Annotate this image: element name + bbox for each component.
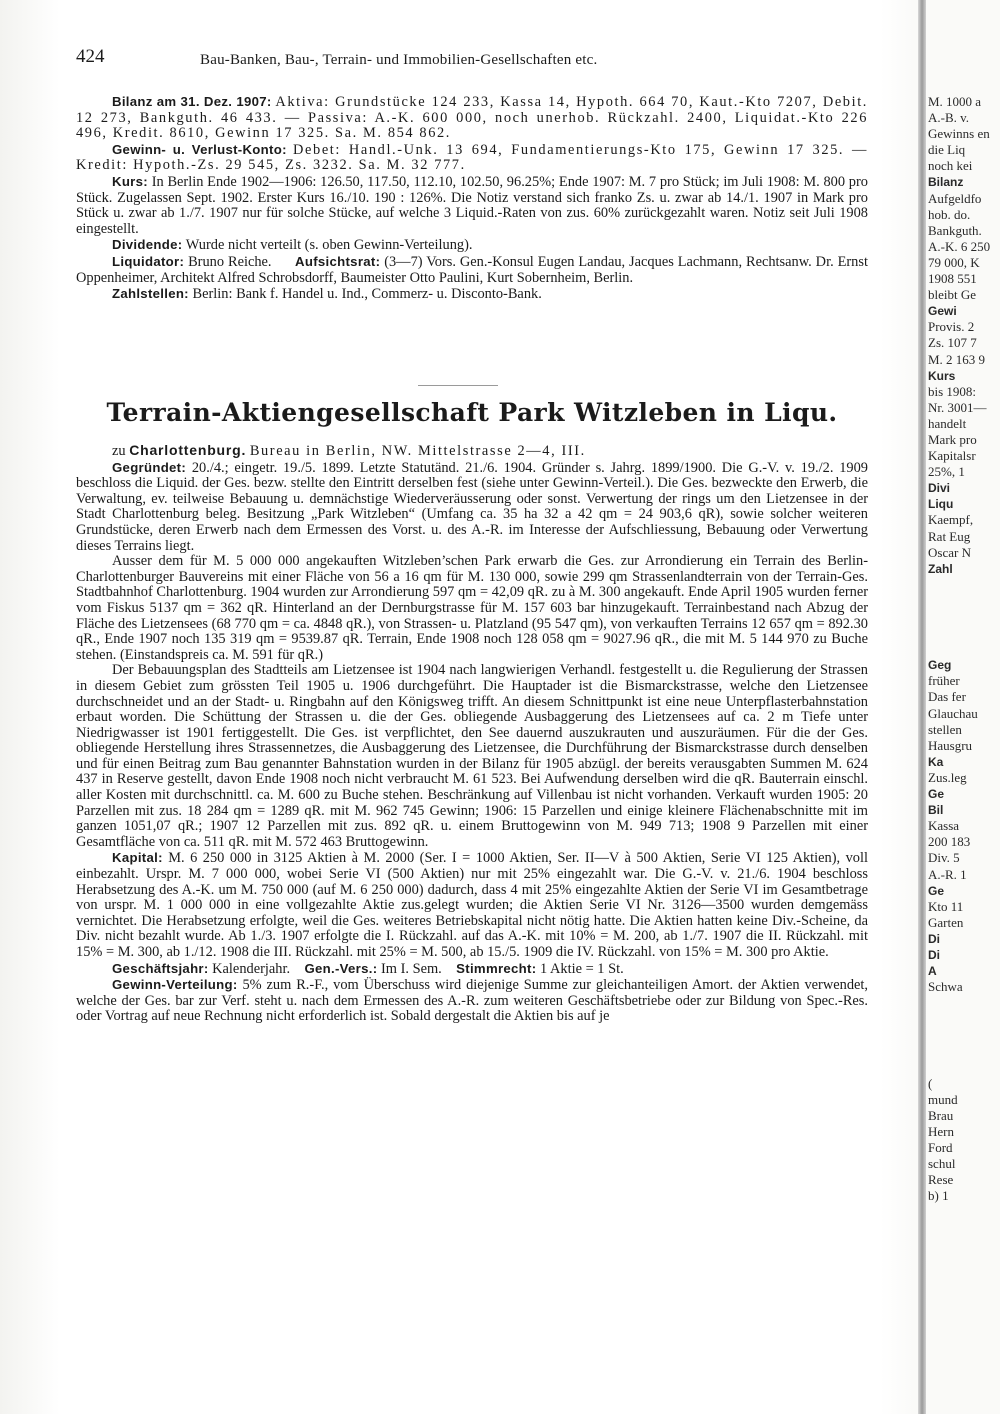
adjacent-page-line: die Liq (928, 142, 966, 158)
stimmrecht-label: Stimmrecht: (456, 960, 537, 976)
adjacent-page-line (928, 577, 1000, 593)
adjacent-page-line: M. 2 163 9 (928, 351, 986, 367)
adjacent-page-line: Kaempf, (928, 512, 974, 528)
ausser-paragraph: Ausser dem für M. 5 000 000 angekauften Witzleben’schen Park erwarb die Ges. zur Arrondierung ein Terrain des Berlin-Charlottenburger Bauvereins mit einer Fläche von 56 a 16 qm für M. 130 000, sowie 299 qm Strassenlandterrain von der Terrain-Ges. Stadtbahnhof Charlottenburg. 1904 wurden zur Arrondierung 597 qm = 42,09 qR. zu à M. 300 angekauft. Ende April 1905 wurden ferner vom Fiskus 5137 qm = 362 qR. Hinterland an der Dernburgstrasse für M. 157 603 bar hinzugekauft. Terrainbestand nach Abzug der Fläche des Lietzensees (68 770 qm = ca. 4848 qR.), von Strassen- u. Platzland (95 547 qm), von verkauften Terrains 12 657 qm = 892.30 qR., Ende 1907 noch 135 319 qm = 9539.87 qR. Terrain, Ende 1908 noch 128 058 qm = 9027.96 qR., die mit M. 5 144 970 zu Buche stehen. (Einstandspreis ca. M. 591 für qR.) (76, 553, 868, 663)
adjacent-page-line: Kassa (928, 818, 960, 834)
zahlstellen-text: Berlin: Bank f. Handel u. Ind., Commerz- u. Disconto-Bank. (192, 286, 542, 303)
adjacent-page-line: 200 183 (928, 834, 971, 850)
geschaeftsjahr-text: Kalenderjahr. (212, 960, 291, 977)
bebauung-paragraph: Der Bebauungsplan des Stadtteils am Lietzensee ist 1904 nach langwierigen Verhandl. festgestellt u. die Regulierung der Strassen in diesem Gebiet zum grössten Teil 1905 u. 1906 durchgeführt. Die Hauptader ist die Bismarckstrasse, welche den Lietzensee durchschneidet und an der Stadt- u. Ringbahn auf den Königsweg trifft. An diesem Schnittpunkt ist eine neue Unterpflasterbahnstation erbaut worden. Die Schüttung der Strassen u. die der Ges. obliegende Ausbaggerung des Lietzensees auf ca. 2 m Tiefe unter Niedrigwasser ist 1901 fertiggestellt. Die Ges. ist verpflichtet, den See dauernd auszukrauten und auszuräumen. Für die der Ges. obliegende Herstellung ihres Strassennetzes, die Ausbaggerung des Lietzensee, die Durchführung der Bismarckstrasse durch denselben und für einen Beitrag zum Bau genannter Bahnstation wurden in der Bilanz für 1905 abzügl. der bereits verausgabten Summen M. 624 437 in Reserve gestellt, davon Ende 1908 noch nicht verbraucht M. 61 523. Bei Aufwendung derselben wird die qR. Bauterrain einschl. aller Kosten mit durchschnittl. ca. M. 600 zu Buche stehen. Beschränkung auf Villenbau ist nicht vorhanden. Verkauft wurden 1905: 20 Parzellen mit zus. 18 284 qm = 1289 qR. mit M. 962 745 Gewinn; 1906: 15 Parzellen und einige kleinere Flächenabschnitte mit im ganzen 1051,07 qR.; 1907 12 Parzellen mit zus. 892 qR. u. einem Bruttogewinn von M. 949 713; 1908 9 Parzellen mit einer Gesamtfläche von ca. 511 qR. mit M. 572 463 Bruttogewinn. (76, 662, 868, 850)
adjacent-page-line: Garten (928, 914, 964, 930)
kapital-paragraph (76, 850, 868, 960)
adjacent-page-line: Ford (928, 1140, 953, 1156)
guv-text: Debet: Handl.-Unk. 13 694, Fundamentierungs-Kto 175, Gewinn 17 325. — Kredit: Hypoth.-Zs. 29 545, Zs. 3232. Sa. M. 32 777. (76, 141, 868, 174)
adjacent-page-line: 25%, 1 (928, 464, 965, 480)
adjacent-page-line: Hausgru (928, 737, 973, 753)
adjacent-page-line: Kurs (928, 368, 956, 383)
adjacent-page-line: stellen (928, 721, 962, 737)
meta-paragraph (76, 961, 868, 978)
adjacent-page-line: Ge (928, 883, 945, 898)
adjacent-page-line: Aufgeldfo (928, 190, 982, 206)
adjacent-page-line: Zus.leg (928, 769, 967, 785)
adjacent-page-line: Nr. 3001— (928, 399, 987, 415)
adjacent-page-line: Div. 5 (928, 850, 960, 866)
adjacent-page-line: Zs. 107 7 (928, 335, 977, 351)
subtitle-prefix: zu (112, 443, 126, 459)
adjacent-page-line: Oscar N (928, 544, 971, 560)
gegruendet-text: 20./4.; eingetr. 19./5. 1899. Letzte Statutänd. 21./6. 1904. Gründer s. Jahrg. 1899/1900. Die G.-V. v. 19./2. 1909 beschloss die Liquid. der Ges. bezw. stellte den Eintritt derselben fest (siehe unter Gewinn-Verteil.). Die Ges. bezweckte den Erwerb, die Verwaltung, ev. teilweise Bebauung u. demnächstige Wiederveräusserung oder sonst. Verwertung der rings um den Lietzensee in der Stadt Charlottenburg beleg. Besitzung „Park Witzleben“ (Umfang ca. 35 ha 32 a 42 qm = 24 903,6 qR), sowie solcher weiteren Grundstücke, deren Erwerb nach dem Ermessen des Vorst. u. des A.-R. im Interesse der Aufschliessung, Bebauung oder Verwertung dieses Terrains liegt. (76, 459, 868, 554)
adjacent-page-line: A.-R. 1 (928, 866, 967, 882)
adjacent-page-line: Bilanz (928, 175, 964, 190)
adjacent-page-line: A.-K. 6 250 (928, 238, 991, 254)
kapital-text: M. 6 250 000 in 3125 Aktien à M. 2000 (Ser. I = 1000 Aktien, Ser. II—V à 500 Aktien, Serie VI 125 Aktien), voll einbezahlt. Urspr. M. 7 000 000, wobei Serie VI (500 Aktien) nur mit 25% eingezahlt war. Die G.-V. v. 21./6. 1904 beschloss Herabsetzung des A.-K. um M. 750 000 (auf M. 6 250 000) dadurch, dass 4 mit 25% eingezahlte Aktien der Serie VI im Gesamtbetrage von urspr. M. 1 000 000 in eine vollgezahlte Aktie zus.gelegt wurden; die Aktien Serie VI Nr. 3126—3500 wurden demgemäss vernichtet. Die Herabsetzung erfolgte, weil die Ges. weiteres Betriebskapital nicht nötig hatte. Die Aktien hatten keine Div.-Scheine, da Div. nicht bezahlt wurde. Ab 1./3. 1907 erfolgte die I. Rückzahl. auf das A.-K. mit 10% = M. 200, ab 1./7. 1907 die II. Rückzahl. mit 15% = M. 300, ab 1./12. 1908 die III. Rückzahl. mit 25% = M. 500, ab 15./5. 1909 die IV. Rückzahl. von 15% = M. 300 pro Aktie. (76, 850, 868, 960)
adjacent-page-line: Geg (928, 658, 952, 673)
zahlstellen-label: Zahlstellen: (112, 286, 189, 302)
previous-company-section (76, 94, 868, 303)
liquidator-label: Liquidator: (112, 253, 185, 269)
adjacent-page-line: M. 1000 a (928, 94, 982, 109)
adjacent-page-line: ( (928, 1075, 933, 1091)
adjacent-page-line: Ge (928, 787, 945, 802)
aufsichtsrat-text: (3—7) Vors. Gen.-Konsul Eugen Landau, Jacques Lachmann, Rechtsanw. Dr. Ernst Oppenheimer, Architekt Alfred Schrobsdorff, Baumeister Otto Paulini, Kurt Sobernheim, Berlin. (76, 253, 868, 286)
gen-vers-label: Gen.-Vers.: (304, 960, 378, 976)
kurs-label: Kurs: (112, 173, 148, 189)
adjacent-page-line: Rese (928, 1172, 954, 1188)
adjacent-page-line: Zahl (928, 561, 953, 576)
adjacent-page-line: Divi (928, 481, 951, 496)
dividende-paragraph (76, 237, 868, 254)
gewinn-verteilung-paragraph (76, 977, 868, 1025)
adjacent-page-fragment (928, 94, 1000, 1404)
adjacent-page-line (928, 1011, 1000, 1027)
adjacent-page-line: früher (928, 673, 960, 689)
adjacent-page-line: Provis. 2 (928, 319, 975, 335)
kapital-label: Kapital: (112, 850, 163, 866)
adjacent-page-line: mund (928, 1091, 958, 1107)
adjacent-page-line (928, 625, 1000, 641)
book-gutter (918, 0, 926, 1414)
section-divider (418, 385, 498, 386)
bilanz-paragraph (76, 94, 868, 142)
adjacent-page-line: Schwa (928, 979, 963, 995)
adjacent-page-line: Mark pro (928, 431, 977, 447)
adjacent-page-line: 79 000, K (928, 254, 980, 270)
geschaeftsjahr-label: Geschäftsjahr: (112, 960, 209, 976)
adjacent-page-line: Brau (928, 1107, 954, 1123)
adjacent-page-line (928, 609, 1000, 625)
running-head: Bau-Banken, Bau-, Terrain- und Immobilien-Gesellschaften etc. (200, 52, 598, 68)
gen-vers-text: Im I. Sem. (381, 960, 442, 977)
adjacent-page-line: Liqu (928, 497, 954, 512)
adjacent-page-line: Glauchau (928, 705, 978, 721)
adjacent-page-line: Kapitalsr (928, 448, 976, 464)
page-number: 424 (76, 46, 105, 67)
zahlstellen-paragraph (76, 286, 868, 303)
adjacent-page-line (928, 1027, 1000, 1043)
company-subtitle (76, 443, 868, 460)
guv-label: Gewinn- u. Verlust-Konto: (112, 141, 287, 157)
kurs-text: In Berlin Ende 1902—1906: 126.50, 117.50, 112.10, 102.50, 96.25%; Ende 1907: M. 7 pro Stück; im Juli 1908: M. 800 pro Stück. Zugelassen Sept. 1902. Erster Kurs 16./10. 190 : 126%. Die Notiz verstand sich franko Zs. u. zwar ab 14./1. 1907 in Mark pro Stück u. zwar ab 1./7. 1907 nur für solche Stücke, auf welche 3 Liquid.-Raten von zus. 60% zurückgezahlt waren. Notiz seit Juli 1908 eingestellt. (76, 173, 868, 237)
company-section (76, 443, 868, 1025)
adjacent-page-line: Di (928, 931, 940, 946)
adjacent-page-line: 1908 551 (928, 271, 977, 287)
adjacent-page-line (928, 1044, 1000, 1060)
liquidator-paragraph (76, 254, 868, 286)
adjacent-page-line: A.-B. v. (928, 110, 970, 126)
adjacent-page-line: Kto 11 (928, 898, 964, 914)
aufsichtsrat-label: Aufsichtsrat: (295, 253, 381, 269)
gegruendet-label: Gegründet: (112, 459, 187, 475)
stimmrecht-text: 1 Aktie = 1 St. (540, 960, 624, 977)
adjacent-page-line: handelt (928, 415, 967, 431)
adjacent-page-line: noch kei (928, 158, 973, 174)
adjacent-page-line: Hern (928, 1124, 954, 1139)
adjacent-page-line: Di (928, 947, 940, 962)
adjacent-page-line: bis 1908: (928, 383, 977, 399)
kurs-paragraph (76, 174, 868, 237)
dividende-label: Dividende: (112, 237, 183, 253)
adjacent-page-line: hob. do. (928, 206, 971, 222)
adjacent-page-line (928, 593, 1000, 609)
guv-paragraph (76, 142, 868, 174)
gewinn-verteilung-text: 5% zum R.-F., vom Überschuss wird diejenige Summe zur gleichanteiligen Amort. der Aktien verwendet, welche der Ges. bar zur Verf. steht u. nach dem Ermessen des A.-R. zum weiteren Geschäftsbetriebe oder zur Bildung von Spec.-Res. oder Vortrag auf neue Rechnung nicht erforderlich ist. Sobald dergestalt die Aktien bis auf je (76, 977, 868, 1025)
adjacent-page-line: A (928, 964, 937, 979)
subtitle-city: Charlottenburg. (129, 442, 247, 458)
adjacent-page-line (928, 995, 1000, 1011)
gewinn-verteilung-label: Gewinn-Verteilung: (112, 977, 238, 993)
dividende-text: Wurde nicht verteilt (s. oben Gewinn-Verteilung). (185, 237, 473, 254)
adjacent-page-line: bleibt Ge (928, 287, 977, 303)
adjacent-page-line: Gewi (928, 304, 957, 319)
subtitle-address: Bureau in Berlin, NW. Mittelstrasse 2—4, III. (249, 443, 586, 459)
adjacent-page-line (928, 641, 1000, 657)
adjacent-page-line: Das fer (928, 689, 966, 705)
adjacent-page-line: Rat Eug (928, 528, 971, 544)
bilanz-label: Bilanz am 31. Dez. 1907: (112, 94, 272, 109)
gegruendet-paragraph (76, 460, 868, 555)
liquidator-text: Bruno Reiche. (188, 253, 272, 270)
adjacent-page-line: schul (928, 1156, 956, 1172)
adjacent-page-line: Gewinns en (928, 126, 990, 142)
adjacent-page-line: Bil (928, 803, 944, 818)
adjacent-page-line: b) 1 (928, 1188, 949, 1204)
adjacent-page-line (928, 1060, 1000, 1076)
company-title: Terrain-Aktiengesellschaft Park Witzleben in Liqu. (106, 398, 838, 427)
adjacent-page-line: Bankguth. (928, 222, 982, 238)
adjacent-page-line: Ka (928, 754, 944, 769)
bilanz-text: Aktiva: Grundstücke 124 233, Kassa 14, Hypoth. 664 70, Kaut.-Kto 7207, Debit. 12 273, Bankguth. 46 433. — Passiva: A.-K. 600 000, noch unerhob. Rückzahl. 2400, Liquidat.-Kto 226 496, Kredit. 8610, Gewinn 17 325. Sa. M. 854 862. (76, 94, 868, 142)
